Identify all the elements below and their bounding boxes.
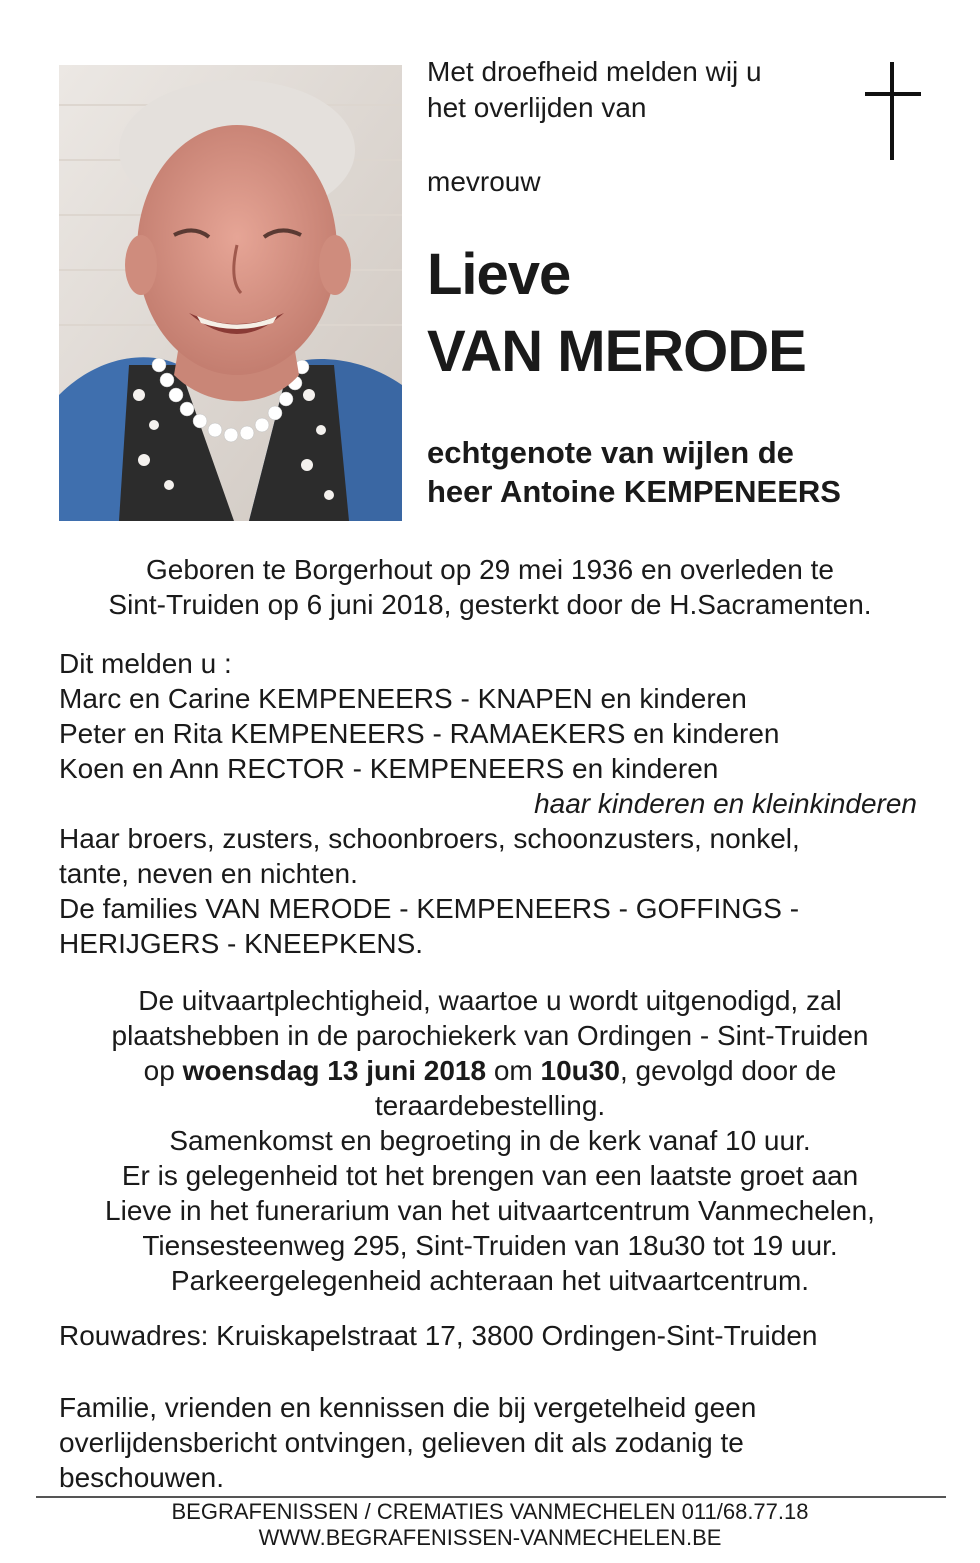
family-note-line-1: Familie, vrienden en kennissen die bij vergetelheid geen: [59, 1392, 757, 1423]
service-line-3-post: , gevolgd door de: [619, 1055, 837, 1086]
born-line-1: Geboren te Borgerhout op 29 mei 1936 en overleden te: [145, 554, 835, 585]
spouse-line-2: heer Antoine KEMPENEERS: [427, 474, 841, 509]
intro-line-1: Met droefheid melden wij u: [427, 56, 762, 87]
service-date: woensdag 13 juni 2018: [182, 1055, 487, 1086]
family-note-line-3: beschouwen.: [59, 1462, 225, 1493]
children-caption: haar kinderen en kleinkinderen: [534, 788, 917, 819]
relatives-line-2: tante, neven en nichten.: [59, 858, 358, 889]
service-line-5: Samenkomst en begroeting in de kerk vanaf 10 uur.: [169, 1125, 811, 1156]
announcement-list: [59, 646, 939, 961]
service-line-6: Er is gelegenheid tot het brengen van een laatste groet aan: [121, 1160, 859, 1191]
spouse-line-1: echtgenote van wijlen de: [427, 435, 794, 470]
service-line-2: plaatshebben in de parochiekerk van Ordingen - Sint-Truiden: [111, 1020, 869, 1051]
intro-line-2: het overlijden van: [427, 92, 647, 123]
spouse-text: [427, 433, 947, 511]
footer-website: WWW.BEGRAFENISSEN-VANMECHELEN.BE: [258, 1525, 722, 1550]
footer: [40, 1499, 940, 1551]
footer-company: BEGRAFENISSEN / CREMATIES VANMECHELEN 011/68.77.18: [171, 1499, 809, 1524]
families-line-2: HERIJGERS - KNEEPKENS.: [59, 928, 424, 959]
cross-icon: [862, 62, 924, 160]
child-family-2: Peter en Rita KEMPENEERS - RAMAEKERS en kinderen: [59, 718, 780, 749]
service-details: [40, 983, 940, 1298]
service-line-3-mid: om: [486, 1055, 541, 1086]
portrait-illustration: [59, 65, 402, 521]
mourning-address: Rouwadres: Kruiskapelstraat 17, 3800 Ordingen-Sint-Truiden: [59, 1320, 818, 1351]
service-line-3-pre: op: [143, 1055, 183, 1086]
relatives-line-1: Haar broers, zusters, schoonbroers, schoonzusters, nonkel,: [59, 823, 800, 854]
service-time: 10u30: [540, 1055, 620, 1086]
child-family-1: Marc en Carine KEMPENEERS - KNAPEN en kinderen: [59, 683, 747, 714]
service-line-9: Parkeergelegenheid achteraan het uitvaartcentrum.: [170, 1265, 810, 1296]
families-line-1: De families VAN MERODE - KEMPENEERS - GOFFINGS -: [59, 893, 800, 924]
honorific: mevrouw: [427, 166, 541, 197]
portrait-photo: [59, 65, 402, 521]
service-line-7: Lieve in het funerarium van het uitvaartcentrum Vanmechelen,: [105, 1195, 875, 1226]
announce-heading: Dit melden u :: [59, 648, 232, 679]
birth-death-text: [40, 552, 940, 622]
family-note: [59, 1390, 859, 1495]
service-line-1: De uitvaartplechtigheid, waartoe u wordt uitgenodigd, zal: [138, 985, 842, 1016]
first-name: Lieve: [427, 242, 571, 307]
footer-divider: [36, 1496, 946, 1498]
service-line-4: teraardebestelling.: [374, 1090, 606, 1121]
intro-text: [427, 54, 847, 126]
family-note-line-2: overlijdensbericht ontvingen, gelieven dit als zodanig te: [59, 1427, 744, 1458]
service-line-8: Tiensesteenweg 295, Sint-Truiden van 18u30 tot 19 uur.: [142, 1230, 838, 1261]
child-family-3: Koen en Ann RECTOR - KEMPENEERS en kinderen: [59, 753, 719, 784]
last-name: VAN MERODE: [427, 319, 806, 384]
born-line-2: Sint-Truiden op 6 juni 2018, gesterkt door de H.Sacramenten.: [108, 589, 872, 620]
service-line-3: [40, 1053, 940, 1088]
